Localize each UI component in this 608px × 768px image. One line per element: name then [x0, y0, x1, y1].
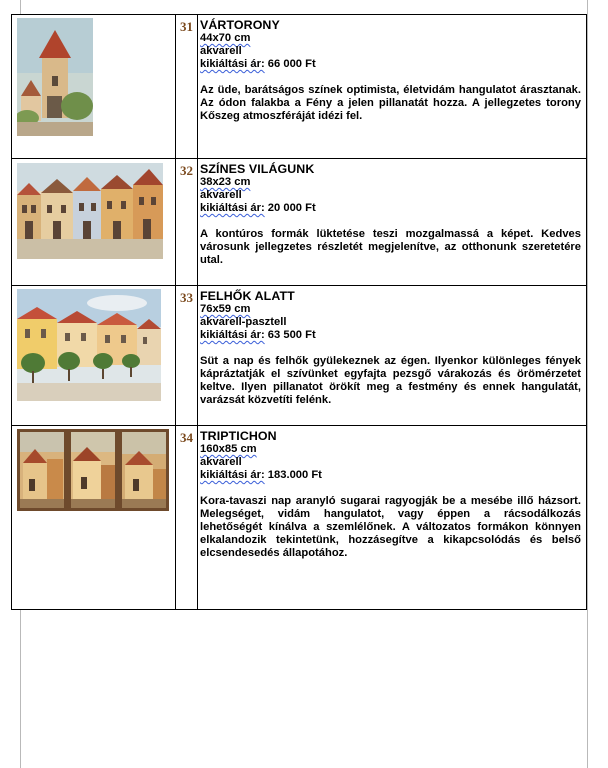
- artwork-image-colorful-houses: [17, 163, 163, 259]
- artwork-number: 33: [176, 286, 198, 426]
- artwork-description: Kora-tavaszi nap aranyló sugarai ragyogják be a mesébe illő házsort. Melegséget, vidám hangulatot, vagy éppen a rácsodálkozás lehetőségét kínálva a szemlélőnek. A változatos formákon könnyen elkalandozik tekintetünk, hozzásegítve a kikapcsolódás és belső elcsendesedés állapotához.: [200, 495, 581, 559]
- artwork-row: [12, 286, 587, 426]
- artwork-price-label: kikiáltási ár:: [200, 58, 265, 70]
- artwork-description: Süt a nap és felhők gyülekeznek az égen. Ilyenkor különleges fények kápráztatják el szívünket egyfajta pezsgő várakozás és örömérzetet keltve. Ilyen pillanatot örökít meg a festmény és ennek hangulatát, varázsát közvetíti felénk.: [200, 355, 581, 406]
- artwork-description: Az üde, barátságos színek optimista, életvidám hangulatot árasztanak. Az ódon falakba a Fény a jelen pillanatát hozza. A jellegzetes torony Kőszeg atmoszféráját idézi fel.: [200, 84, 581, 122]
- artwork-medium: akvarell-pasztell: [200, 316, 287, 328]
- artwork-title: TRIPTICHON: [200, 429, 277, 443]
- artwork-details: [198, 426, 587, 610]
- artwork-price-value: 20 000 Ft: [267, 202, 316, 214]
- artwork-dimensions: 44x70 cm: [200, 32, 251, 44]
- artwork-image-street-trees: [17, 289, 161, 401]
- artwork-price-value: 183.000 Ft: [267, 469, 322, 481]
- artwork-image-cell: [12, 286, 176, 426]
- artwork-details: [198, 286, 587, 426]
- artwork-dimensions: 76x59 cm: [200, 303, 251, 315]
- artwork-dimensions: 160x85 cm: [200, 443, 257, 455]
- artwork-price-value: 66 000 Ft: [267, 58, 316, 70]
- artwork-number: 31: [176, 15, 198, 159]
- artwork-row: [12, 426, 587, 610]
- artwork-number: 32: [176, 159, 198, 286]
- page-margin-right: [587, 0, 588, 768]
- artwork-number: 34: [176, 426, 198, 610]
- artwork-details: [198, 15, 587, 159]
- artwork-price-label: kikiáltási ár:: [200, 469, 265, 481]
- artwork-medium: akvarell: [200, 45, 242, 57]
- artwork-image-cell: [12, 159, 176, 286]
- artwork-image-tower: [17, 18, 93, 136]
- artwork-image-cell: [12, 426, 176, 610]
- artwork-medium: akvarell: [200, 189, 242, 201]
- artwork-details: [198, 159, 587, 286]
- artwork-image-cell: [12, 15, 176, 159]
- artwork-dimensions: 38x23 cm: [200, 176, 251, 188]
- artwork-title: FELHŐK ALATT: [200, 289, 295, 303]
- artwork-medium: akvarell: [200, 456, 242, 468]
- artwork-title: SZÍNES VILÁGUNK: [200, 162, 315, 176]
- artwork-price-value: 63 500 Ft: [267, 329, 316, 341]
- artwork-image-triptych: [17, 429, 169, 511]
- artwork-price-label: kikiáltási ár:: [200, 202, 265, 214]
- catalog-table: [11, 14, 587, 610]
- artwork-row: [12, 15, 587, 159]
- artwork-title: VÁRTORONY: [200, 18, 280, 32]
- artwork-description: A kontúros formák lüktetése teszi mozgalmassá a képet. Kedves városunk jellegzetes részletét megjelenítve, az otthonunk szeretetére utal.: [200, 228, 581, 266]
- artwork-row: [12, 159, 587, 286]
- artwork-price-label: kikiáltási ár:: [200, 329, 265, 341]
